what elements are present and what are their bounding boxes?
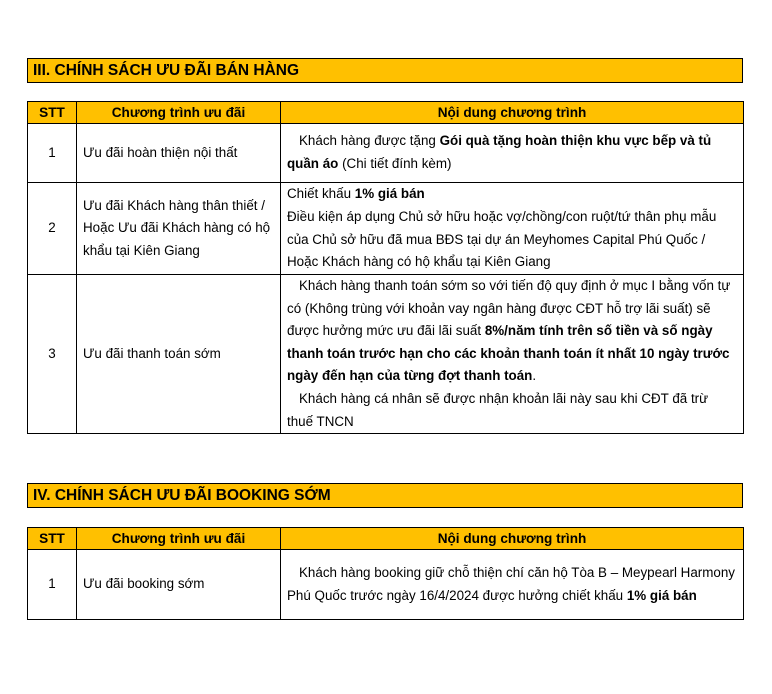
section-3-title: III. CHÍNH SÁCH ƯU ĐÃI BÁN HÀNG <box>27 58 743 83</box>
row-program: Ưu đãi booking sớm <box>77 550 281 620</box>
table-row <box>28 550 744 620</box>
content-bold-text: 8%/năm tính trên số tiền và số ngày thanh toán trước hạn cho các khoản thanh toán ít nhất 10 ngày trước ngày đến hạn của từng đợt thanh toán <box>287 323 730 384</box>
content-bold-text: 1% giá bán <box>626 587 697 603</box>
content-paragraph <box>287 275 737 388</box>
table-row <box>28 124 744 183</box>
row-content <box>281 124 744 183</box>
content-paragraph: Khách hàng cá nhân sẽ được nhận khoản lãi này sau khi CĐT đã trừ thuế TNCN <box>287 390 709 429</box>
content-bold-text: 1% giá bán <box>354 186 425 202</box>
content-text: Khách hàng booking giữ chỗ thiện chí căn hộ Tòa B – Meypearl Harmony Phú Quốc trước ngày 16/4/2024 được hưởng chiết khấu <box>287 564 735 603</box>
row-content <box>281 183 744 275</box>
header-stt: STT <box>28 528 77 550</box>
row-program: Ưu đãi thanh toán sớm <box>77 275 281 434</box>
content-paragraph <box>287 130 737 175</box>
header-program: Chương trình ưu đãi <box>77 102 281 124</box>
table-header-row <box>28 528 744 550</box>
row-content <box>281 550 744 620</box>
content-paragraph: Điều kiện áp dụng Chủ sở hữu hoặc vợ/chồng/con ruột/tứ thân phụ mẫu của Chủ sở hữu đã mua BĐS tại dự án Meyhomes Capital Phú Quốc / Hoặc Khách hàng có hộ khẩu tại Kiên Giang <box>287 208 717 270</box>
content-paragraph <box>287 562 737 607</box>
table-row <box>28 275 744 434</box>
table-row <box>28 183 744 275</box>
section-4-title: IV. CHÍNH SÁCH ƯU ĐÃI BOOKING SỚM <box>27 483 743 508</box>
content-text: Khách hàng thanh toán sớm so với tiến độ quy định ở mục I bằng vốn tự có (Không trùng với khoản vay ngân hàng được CĐT hỗ trợ lãi suất) sẽ được hưởng mức ưu đãi lãi suất <box>287 278 731 339</box>
row-stt: 1 <box>28 550 77 620</box>
content-paragraph <box>287 183 737 206</box>
content-text: Chiết khấu <box>287 186 355 202</box>
booking-policy-table <box>27 527 744 620</box>
content-text: (Chi tiết đính kèm) <box>338 156 452 171</box>
row-program: Ưu đãi Khách hàng thân thiết / Hoặc Ưu đãi Khách hàng có hộ khẩu tại Kiên Giang <box>77 183 281 275</box>
row-stt: 1 <box>28 124 77 183</box>
sales-policy-table <box>27 101 744 434</box>
header-content: Nội dung chương trình <box>281 102 744 124</box>
row-stt: 3 <box>28 275 77 434</box>
content-text: . <box>532 368 537 384</box>
header-stt: STT <box>28 102 77 124</box>
content-text: Khách hàng được tặng <box>299 133 440 149</box>
header-program: Chương trình ưu đãi <box>77 528 281 550</box>
content-bold-text: Gói quà tặng hoàn thiện khu vực bếp và tủ quần áo <box>287 133 712 171</box>
header-content: Nội dung chương trình <box>281 528 744 550</box>
table-header-row <box>28 102 744 124</box>
row-stt: 2 <box>28 183 77 275</box>
row-program: Ưu đãi hoàn thiện nội thất <box>77 124 281 183</box>
row-content <box>281 275 744 434</box>
